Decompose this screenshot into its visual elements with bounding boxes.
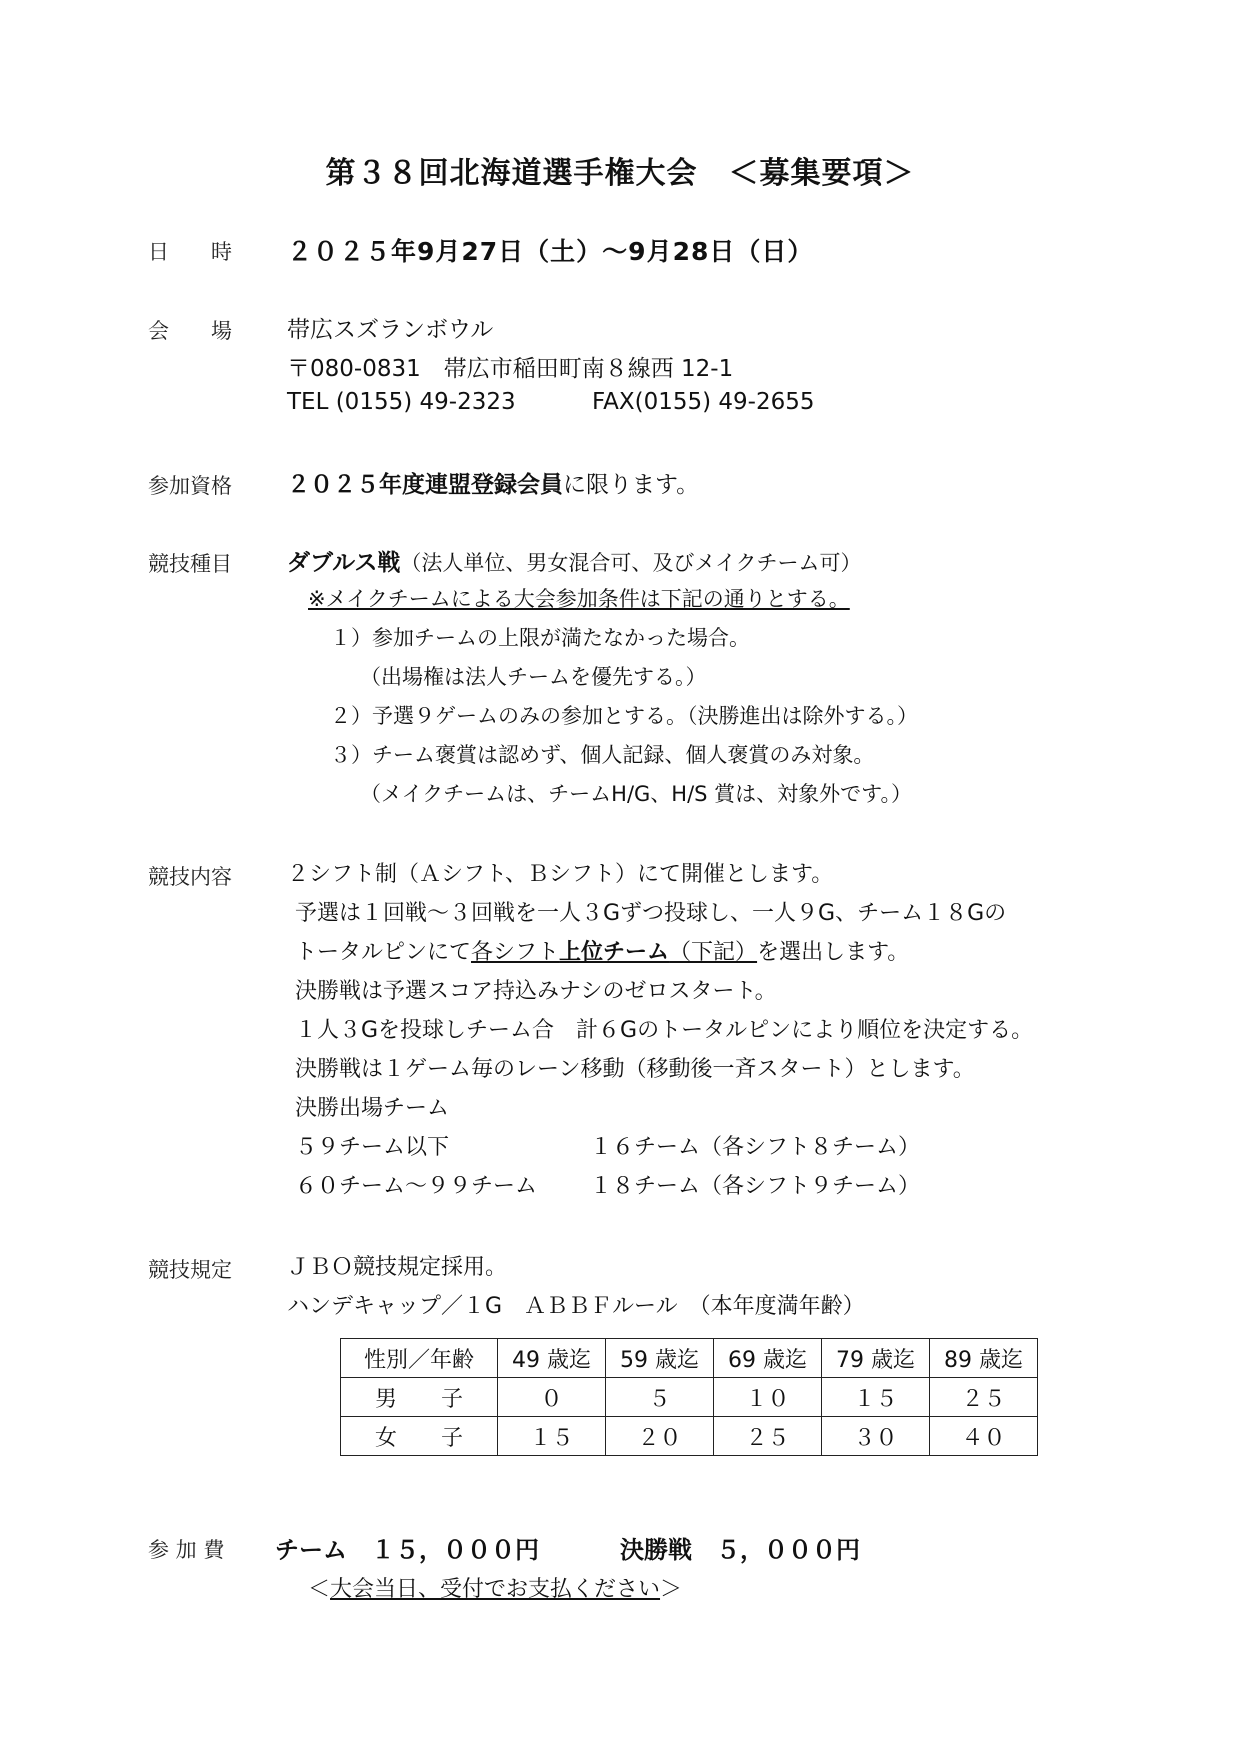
table-header-cell: 49 歳迄 (498, 1339, 606, 1378)
events-main-rest: （法人単位、男女混合可、及びメイクチーム可） (400, 551, 862, 575)
contents-line: 決勝出場チーム (295, 1096, 450, 1121)
table-cell: ３０ (822, 1417, 930, 1456)
eligibility-label: 参加資格 (148, 474, 232, 498)
table-cell: ５ (606, 1378, 714, 1417)
table-cell: ０ (498, 1378, 606, 1417)
table-cell: ２５ (714, 1417, 822, 1456)
finals-teams: １６チーム（各シフト８チーム） (590, 1135, 921, 1160)
contents-line3-e: を選出します。 (757, 940, 910, 965)
events-main (287, 544, 862, 577)
table-cell: ２５ (930, 1378, 1038, 1417)
rules-label: 競技規定 (148, 1258, 232, 1282)
finals-range: ５９チーム以下 (295, 1135, 450, 1160)
fee-note (308, 1572, 682, 1603)
venue-tel: TEL (0155) 49-2323 (287, 389, 516, 415)
table-header-cell: 69 歳迄 (714, 1339, 822, 1378)
contents-line: １人３Gを投球しチーム合 計６Gのトータルピンにより順位を決定する。 (295, 1018, 1034, 1043)
contents-line3-d: （下記） (669, 940, 758, 965)
venue-name: 帯広スズランボウル (287, 317, 494, 343)
table-header-cell: 性別／年齢 (341, 1339, 498, 1378)
rules-line: ハンデキャップ／１G ＡＢＢＦルール （本年度満年齢） (287, 1294, 865, 1319)
events-condition: １）参加チームの上限が満たなかった場合。 (330, 626, 750, 650)
fee-note-text: 大会当日、受付でお支払ください (330, 1577, 661, 1602)
eligibility-rest: に限ります。 (563, 472, 700, 498)
table-cell: 女 子 (341, 1417, 498, 1456)
contents-label: 競技内容 (148, 865, 232, 889)
fee-label: 参 加 費 (148, 1538, 225, 1562)
page-title: 第３８回北海道選手権大会 ＜募集要項＞ (325, 156, 915, 191)
events-condition: ３）チーム褒賞は認めず、個人記録、個人褒賞のみ対象。 (330, 743, 875, 767)
contents-line: 予選は１回戦～３回戦を一人３Gずつ投球し、一人９G、チーム１８Gの (295, 901, 1007, 926)
events-condition: （メイクチームは、チームH/G、H/S 賞は、対象外です。） (360, 782, 912, 806)
contents-line3-c: 上位チーム (559, 940, 670, 965)
finals-range: ６０チーム～９９チーム (295, 1174, 538, 1199)
table-cell: １５ (822, 1378, 930, 1417)
table-cell: 男 子 (341, 1378, 498, 1417)
fee-note-open: ＜ (308, 1577, 331, 1602)
venue-label: 会 場 (148, 319, 232, 343)
events-condition: （出場権は法人チームを優先する。） (360, 665, 707, 689)
contents-line3-a: トータルピンにて (295, 940, 472, 965)
table-cell: ２０ (606, 1417, 714, 1456)
table-row (341, 1417, 1038, 1456)
datetime-label: 日 時 (148, 240, 232, 264)
venue-fax: FAX(0155) 49-2655 (592, 389, 815, 415)
finals-teams: １８チーム（各シフト９チーム） (590, 1174, 921, 1199)
table-cell: １５ (498, 1417, 606, 1456)
contents-line: 決勝戦は１ゲーム毎のレーン移動（移動後一斉スタート）とします。 (295, 1057, 975, 1082)
events-condition: ２）予選９ゲームのみの参加とする。（決勝進出は除外する。） (330, 704, 918, 728)
rules-line: ＪＢＯ競技規定採用。 (287, 1255, 508, 1280)
table-row (341, 1378, 1038, 1417)
events-main-bold: ダブルス戦 (287, 550, 401, 576)
venue-address: 〒080-0831 帯広市稲田町南８線西 12-1 (287, 356, 734, 382)
contents-line: 決勝戦は予選スコア持込みナシのゼロスタート。 (295, 979, 777, 1004)
table-header-cell: 59 歳迄 (606, 1339, 714, 1378)
table-header-row (341, 1339, 1038, 1378)
events-note: ※メイクチームによる大会参加条件は下記の通りとする。 (308, 587, 850, 611)
table-cell: ４０ (930, 1417, 1038, 1456)
contents-line3-b: 各シフト (471, 940, 560, 965)
contents-line (295, 935, 909, 966)
table-cell: １０ (714, 1378, 822, 1417)
contents-line: ２シフト制（Ａシフト、Ｂシフト）にて開催とします。 (287, 862, 834, 887)
eligibility-bold: ２０２５年度連盟登録会員 (287, 472, 563, 498)
handicap-table (340, 1338, 1038, 1456)
eligibility-value (287, 466, 699, 499)
fee-note-close: ＞ (660, 1577, 683, 1602)
table-header-cell: 79 歳迄 (822, 1339, 930, 1378)
fee-team: チーム １５，０００円 (275, 1536, 539, 1564)
datetime-value: ２０２５年9月27日（土）～9月28日（日） (287, 237, 814, 266)
events-label: 競技種目 (148, 552, 232, 576)
fee-final: 決勝戦 ５，０００円 (620, 1536, 860, 1564)
table-header-cell: 89 歳迄 (930, 1339, 1038, 1378)
